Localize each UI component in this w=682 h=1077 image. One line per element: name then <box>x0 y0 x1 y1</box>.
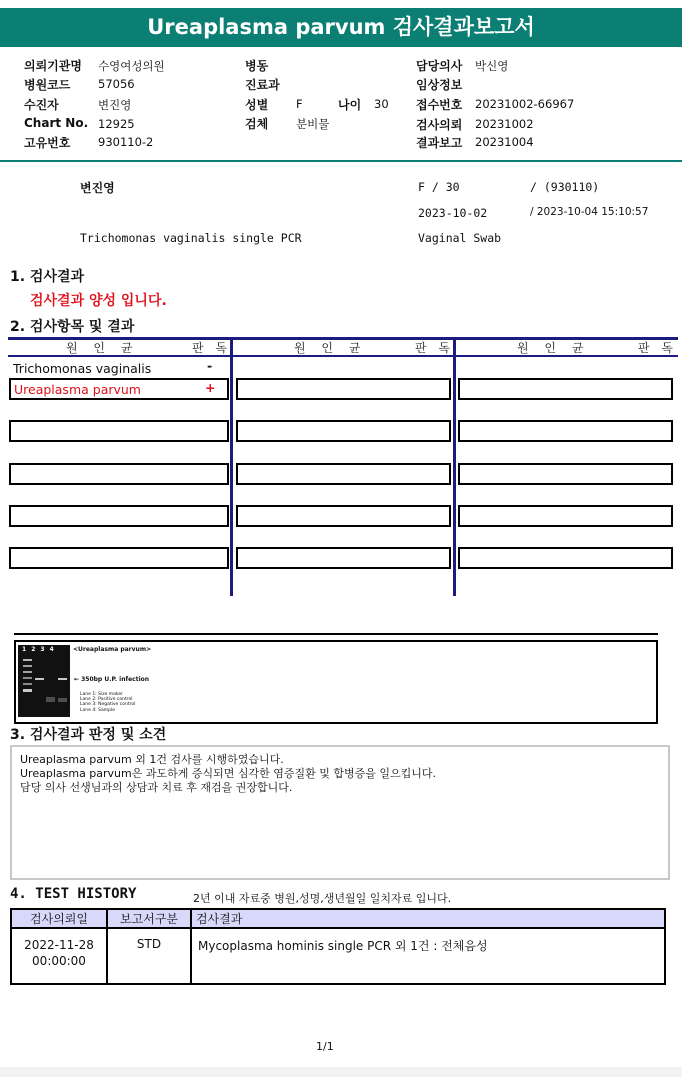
specimen-value: 분비물 <box>296 117 330 131</box>
column-divider-1 <box>230 340 233 596</box>
patient-name: 변진영 <box>80 181 115 195</box>
section3-heading: 3. 검사결과 판정 및 소견 <box>10 727 167 743</box>
history-date: 2022-11-28 00:00:00 <box>11 928 107 984</box>
positive-row-judgement: + <box>205 380 216 395</box>
section1-heading: 1. 검사결과 <box>10 269 85 285</box>
col-judgement-2: 판 독 <box>415 341 454 355</box>
chart-no-value: 12925 <box>98 117 135 131</box>
result-cell-box <box>9 505 229 527</box>
result-cell-box <box>458 463 673 485</box>
col-organism-3: 원 인 균 <box>517 341 590 355</box>
ward-label: 병동 <box>245 59 269 73</box>
result-cell-box <box>458 378 673 400</box>
col-judgement-1: 판 독 <box>192 341 231 355</box>
result-cell-box <box>236 547 451 569</box>
result-cell-box <box>458 505 673 527</box>
hospital-code-label: 병원코드 <box>24 78 71 92</box>
history-note: 2년 이내 자료중 병원,성명,생년월일 일치자료 입니다. <box>193 892 452 905</box>
overall-result: 검사결과 양성 입니다. <box>30 293 167 309</box>
opinion-line: Ureaplasma parvum은 과도하게 증식되면 심각한 염증질환 및 합병증을 일으킵니다. <box>20 767 436 780</box>
history-col-result: 검사결과 <box>191 909 665 928</box>
gel-title: <Ureaplasma parvum> <box>73 646 152 653</box>
unique-no-label: 고유번호 <box>24 136 71 150</box>
request-date-value: 20231002 <box>475 117 534 131</box>
receipt-no-value: 20231002-66967 <box>475 97 575 111</box>
gel-top-rule <box>14 633 658 635</box>
opinion-line: 담당 의사 선생님과의 상담과 치료 후 재검을 권장합니다. <box>20 781 293 794</box>
age-value: 30 <box>374 97 389 111</box>
history-table <box>10 908 666 985</box>
result-cell-box <box>9 463 229 485</box>
opinion-box <box>10 745 670 880</box>
gel-band-label: ← 350bp U.P. infection <box>74 676 150 683</box>
specimen-type: Vaginal Swab <box>418 231 502 245</box>
result-cell-box <box>458 420 673 442</box>
result-row-judgement: - <box>207 358 213 373</box>
request-date-label: 검사의뢰 <box>416 118 463 132</box>
header-divider <box>0 160 682 162</box>
history-col-date: 검사의뢰일 <box>11 909 107 928</box>
report-date-label: 결과보고 <box>416 136 463 150</box>
result-cell-box <box>236 420 451 442</box>
result-cell-box <box>458 547 673 569</box>
gel-lane-numbers: 1234 <box>22 646 59 653</box>
dept-label: 진료과 <box>245 78 280 92</box>
report-datetime: / 2023-10-04 15:10:57 <box>530 206 649 218</box>
history-type: STD <box>107 928 191 984</box>
col-organism-1: 원 인 균 <box>66 341 139 355</box>
hospital-code-value: 57056 <box>98 77 135 91</box>
specimen-label: 검체 <box>245 117 269 131</box>
patient-label: 수진자 <box>24 98 59 112</box>
section4-heading: 4. TEST HISTORY <box>10 886 137 902</box>
col-organism-2: 원 인 균 <box>294 341 367 355</box>
result-cell-box <box>236 505 451 527</box>
clinical-info-label: 임상정보 <box>416 78 463 92</box>
result-cell-box <box>9 547 229 569</box>
patient-value: 변진영 <box>98 98 132 112</box>
result-cell-box <box>236 378 451 400</box>
sex-label: 성별 <box>245 98 269 112</box>
opinion-line: Ureaplasma parvum 외 1건 검사를 시행하였습니다. <box>20 753 284 766</box>
result-cell-box <box>236 463 451 485</box>
patient-sex-age: F / 30 <box>418 180 460 194</box>
doctor-value: 박신영 <box>475 59 509 73</box>
doctor-label: 담당의사 <box>416 59 463 73</box>
sex-value: F <box>296 97 303 111</box>
gel-electrophoresis-image <box>18 645 70 717</box>
col-judgement-3: 판 독 <box>638 341 677 355</box>
section2-heading: 2. 검사항목 및 결과 <box>10 319 135 335</box>
receipt-no-label: 접수번호 <box>416 98 463 112</box>
institution-value: 수영여성의원 <box>98 59 165 73</box>
report-title: Ureaplasma parvum 검사결과보고서 <box>0 8 682 47</box>
page-number: 1/1 <box>316 1040 334 1053</box>
history-col-type: 보고서구분 <box>107 909 191 928</box>
test-name: Trichomonas vaginalis single PCR <box>80 231 302 245</box>
gel-legend: Lane 1: Size maker Lane 2: Positive control Lane 3: Negative control Lane 4: Sample <box>80 692 136 713</box>
request-date: 2023-10-02 <box>418 206 488 220</box>
patient-id: / (930110) <box>530 180 600 194</box>
age-label: 나이 <box>338 98 362 112</box>
report-date-value: 20231004 <box>475 135 534 149</box>
positive-row-organism: Ureaplasma parvum <box>14 382 141 397</box>
result-cell-box <box>9 420 229 442</box>
chart-no-label: Chart No. <box>24 116 89 130</box>
table-row <box>11 928 665 984</box>
unique-no-value: 930110-2 <box>98 135 154 149</box>
institution-label: 의뢰기관명 <box>24 59 82 73</box>
result-row-organism: Trichomonas vaginalis <box>13 361 152 376</box>
column-divider-2 <box>453 340 456 596</box>
history-result: Mycoplasma hominis single PCR 외 1건 : 전체음성 <box>191 928 665 984</box>
